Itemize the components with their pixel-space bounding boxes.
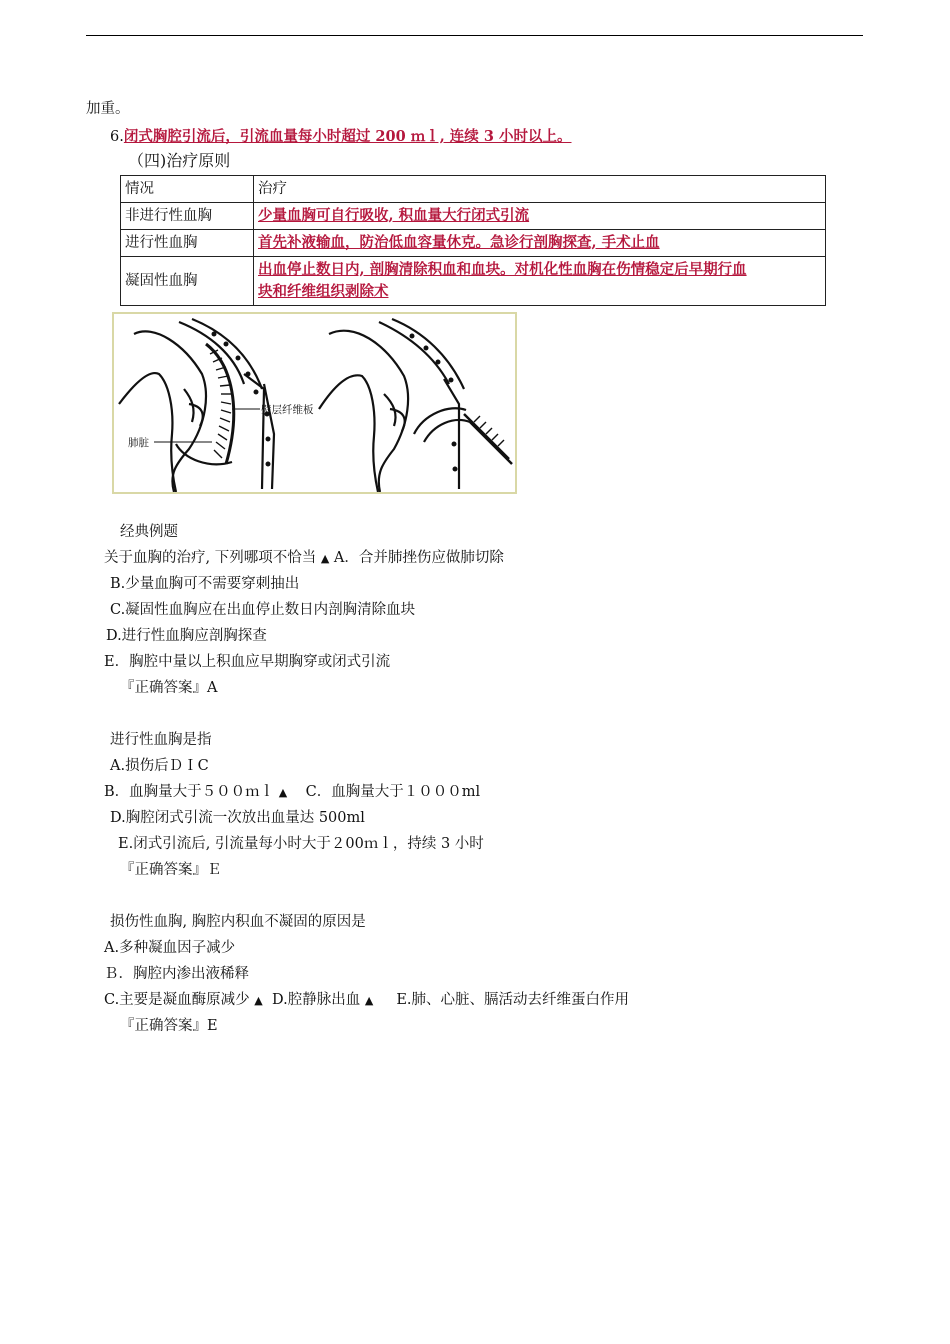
q2-options-bc: [104, 783, 480, 802]
bullet-icon: ▲: [278, 786, 288, 799]
q3-option-b: Ｂ．胸腔内渗出液稀释: [104, 966, 249, 982]
table-cell-case: 非进行性血胸: [121, 203, 254, 230]
table-row: [121, 203, 826, 230]
label-lung: 肺脏: [128, 437, 149, 449]
criterion-number: 6.: [110, 129, 124, 145]
criterion-6: [110, 128, 572, 146]
table-cell-treatment: 少量血胸可自行吸收, 积血量大行闭式引流: [254, 203, 826, 230]
criterion-text: 闭式胸腔引流后，引流血量每小时超过 200 ｍｌ, 连续 3 小时以上。: [123, 128, 572, 145]
bullet-icon: ▲: [254, 994, 263, 1007]
q1-stem: 关于血胸的治疗, 下列哪项不恰当: [104, 550, 317, 566]
intro-tail: 加重。: [86, 101, 130, 117]
q3-answer: 『正确答案』E: [120, 1018, 218, 1034]
q3-option-a: A.多种凝血因子减少: [104, 940, 236, 956]
q2-option-b: B．血胸量大于５００ｍｌ: [104, 784, 275, 800]
q2-answer: 『正确答案』Ｅ: [120, 862, 222, 878]
q3-option-c: C.主要是凝血酶原减少: [104, 992, 250, 1008]
q1-option-b: B.少量血胸可不需要穿刺抽出: [110, 576, 300, 592]
q2-option-a: A.损伤后ＤＩC: [110, 758, 209, 774]
q2-stem: 进行性血胸是指: [110, 732, 212, 748]
table-cell-case: 凝固性血胸: [121, 257, 254, 306]
q2-option-c: C．血胸量大于１０００ml: [305, 784, 481, 800]
q1-option-e: E．胸腔中量以上积血应早期胸穿或闭式引流: [104, 654, 391, 670]
table-cell-treatment: 首先补液输血，防治低血容量休克。急诊行剖胸探查, 手术止血: [254, 230, 826, 257]
q1-answer: 『正确答案』A: [120, 680, 218, 696]
treatment-table: [120, 175, 826, 306]
q3-options-cde: [104, 991, 629, 1010]
examples-heading: 经典例题: [120, 524, 178, 540]
table-cell-case: 进行性血胸: [121, 230, 254, 257]
q1-option-a: A．合并肺挫伤应做肺切除: [333, 550, 504, 566]
bullet-icon: ▲: [320, 552, 330, 565]
table-header-treatment: 治疗: [254, 176, 826, 203]
q2-option-d: D.胸腔闭式引流一次放出血量达 500ml: [110, 810, 365, 826]
decortication-figure: [112, 312, 517, 494]
bullet-icon: ▲: [364, 994, 374, 1007]
q1-option-d: D.进行性血胸应剖胸探查: [106, 628, 267, 644]
q1-stem-line: [104, 549, 504, 568]
q3-option-d: D.腔静脉出血: [271, 992, 361, 1008]
table-cell-treatment: 出血停止数日内, 剖胸清除积血和血块。对机化性血胸在伤情稳定后早期行血 块和纤维组织剥除术: [254, 257, 826, 306]
section-title: （四)治疗原则: [128, 151, 231, 170]
q2-option-e: E.闭式引流后, 引流量每小时大于２00ｍｌ，持续 3 小时: [118, 836, 484, 852]
q1-option-c: C.凝固性血胸应在出血停止数日内剖胸清除血块: [110, 602, 416, 618]
table-row: [121, 257, 826, 306]
label-fibrous-peel: 壁层纤维板: [261, 404, 314, 416]
q3-option-e: E.肺、心脏、膈活动去纤维蛋白作用: [396, 992, 630, 1008]
table-header-case: 情况: [121, 176, 254, 203]
decortication-illustration: [114, 314, 515, 492]
q3-stem: 损伤性血胸, 胸腔内积血不凝固的原因是: [110, 914, 366, 930]
table-row: [121, 230, 826, 257]
table-header-row: [121, 176, 826, 203]
header-rule: [86, 35, 863, 36]
